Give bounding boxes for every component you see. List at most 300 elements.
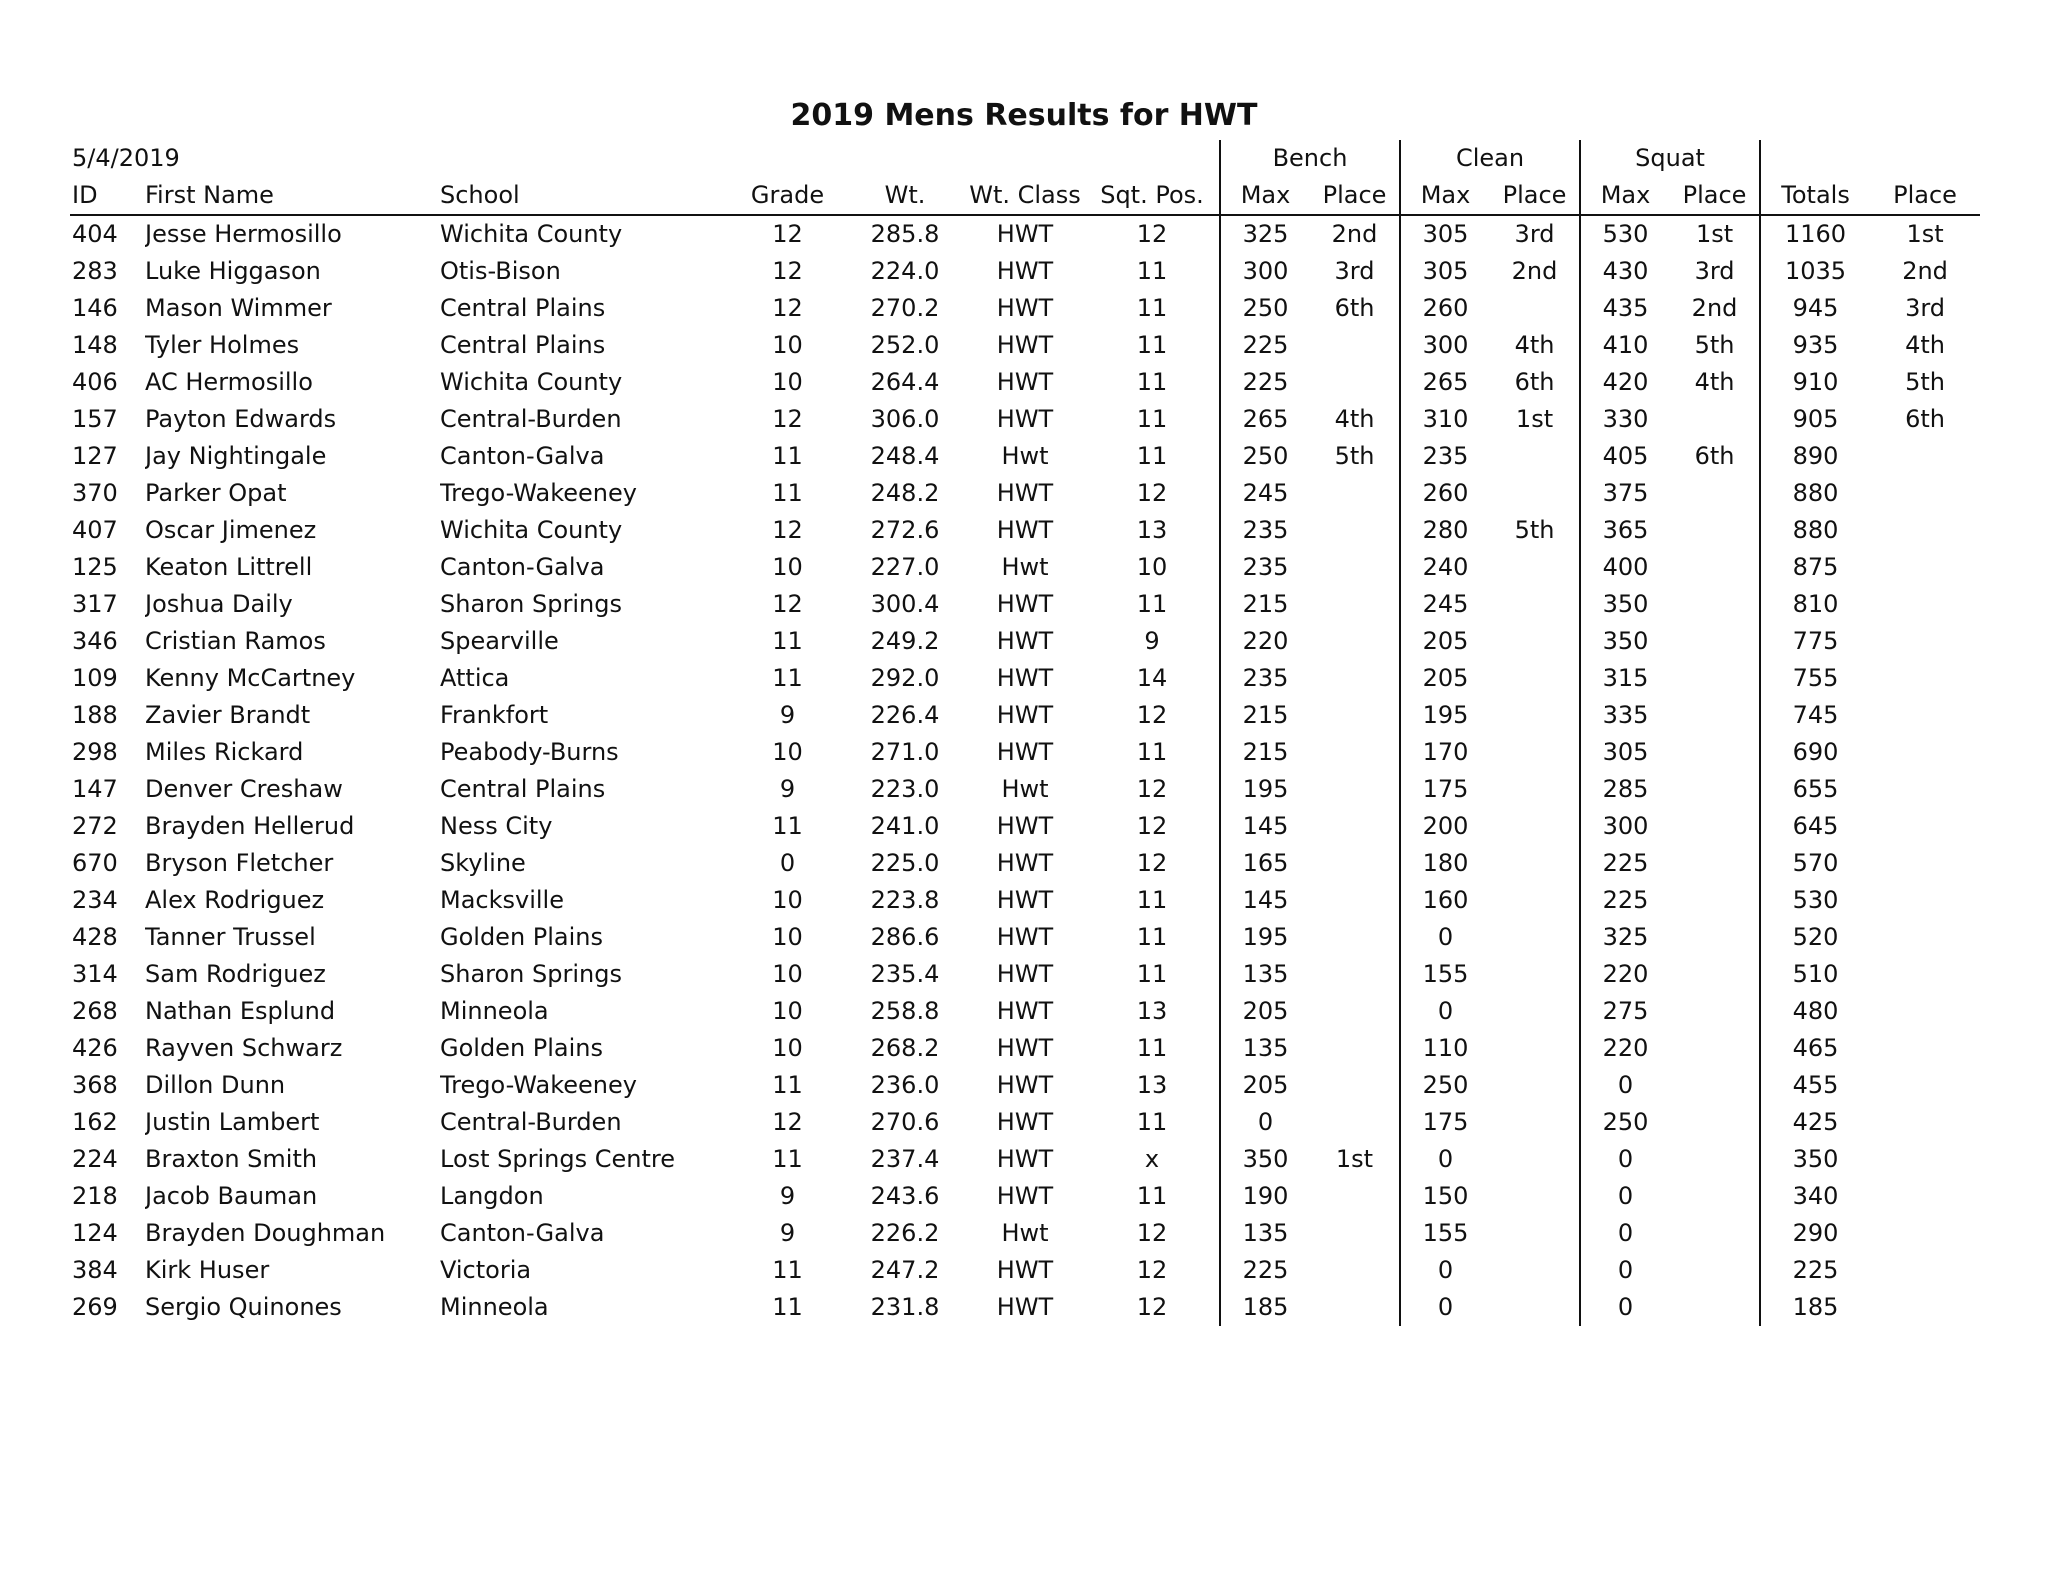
cell-grade: 11: [772, 627, 803, 655]
cell-school: Frankfort: [440, 701, 549, 729]
cell-clean-place: [1490, 845, 1580, 882]
cell-clean-place: [1490, 808, 1580, 845]
cell-wt-class: HWT: [996, 1256, 1054, 1284]
cell-clean-place: [1490, 1104, 1580, 1141]
cell-squat-max: 305: [1580, 734, 1670, 771]
cell-school: Victoria: [440, 1256, 532, 1284]
cell-sqt-pos: 11: [1136, 960, 1168, 988]
table-row: [70, 808, 1980, 845]
cell-squat-max: 220: [1580, 1030, 1670, 1067]
cell-id: 272: [72, 812, 118, 840]
cell-bench-max: 325: [1220, 215, 1310, 253]
cell-place: [1870, 808, 1980, 845]
cell-bench-place: [1310, 956, 1400, 993]
cell-first-name: Keaton Littrell: [145, 553, 313, 581]
cell-bench-place: [1310, 660, 1400, 697]
cell-wt: 241.0: [870, 812, 940, 840]
cell-clean-place: [1490, 734, 1580, 771]
cell-wt-class: HWT: [996, 331, 1054, 359]
cell-id: 188: [72, 701, 118, 729]
cell-squat-max: 335: [1580, 697, 1670, 734]
cell-clean-max: 0: [1400, 1141, 1490, 1178]
cell-totals: 655: [1760, 771, 1870, 808]
cell-clean-max: 0: [1400, 993, 1490, 1030]
cell-first-name: Mason Wimmer: [145, 294, 332, 322]
cell-place: [1870, 956, 1980, 993]
cell-wt: 248.2: [870, 479, 940, 507]
cell-id: 224: [72, 1145, 118, 1173]
cell-totals: 455: [1760, 1067, 1870, 1104]
cell-squat-place: [1670, 993, 1760, 1030]
cell-wt-class: Hwt: [1001, 442, 1049, 470]
cell-clean-place: [1490, 697, 1580, 734]
table-row: [70, 771, 1980, 808]
cell-first-name: Payton Edwards: [145, 405, 337, 433]
cell-squat-max: 350: [1580, 623, 1670, 660]
cell-clean-max: 150: [1400, 1178, 1490, 1215]
totals-group-spacer: [1760, 140, 1980, 177]
cell-place: [1870, 1289, 1980, 1326]
cell-bench-place: 6th: [1334, 294, 1375, 322]
cell-bench-max: 250: [1220, 290, 1310, 327]
cell-place: 2nd: [1902, 257, 1948, 285]
table-row: [70, 623, 1980, 660]
cell-clean-max: 155: [1400, 956, 1490, 993]
cell-wt-class: HWT: [996, 1108, 1054, 1136]
cell-bench-place: [1310, 1067, 1400, 1104]
cell-sqt-pos: 11: [1136, 442, 1168, 470]
cell-squat-place: [1670, 956, 1760, 993]
cell-wt-class: Hwt: [1001, 1219, 1049, 1247]
cell-sqt-pos: 11: [1136, 1108, 1168, 1136]
table-row: [70, 845, 1980, 882]
cell-wt: 226.2: [870, 1219, 940, 1247]
cell-grade: 12: [772, 294, 803, 322]
cell-wt-class: HWT: [996, 1293, 1054, 1321]
cell-totals: 225: [1760, 1252, 1870, 1289]
table-row: [70, 512, 1980, 549]
cell-first-name: Justin Lambert: [145, 1108, 320, 1136]
cell-squat-place: 2nd: [1691, 294, 1738, 322]
cell-id: 162: [72, 1108, 118, 1136]
cell-wt-class: HWT: [996, 294, 1054, 322]
cell-clean-place: 4th: [1514, 331, 1555, 359]
cell-first-name: Brayden Hellerud: [145, 812, 355, 840]
cell-bench-max: 215: [1220, 697, 1310, 734]
cell-wt-class: HWT: [996, 849, 1054, 877]
cell-squat-place: [1670, 475, 1760, 512]
cell-grade: 12: [772, 590, 803, 618]
cell-squat-place: [1670, 845, 1760, 882]
cell-bench-place: [1310, 1289, 1400, 1326]
cell-squat-max: 330: [1580, 401, 1670, 438]
cell-clean-place: 6th: [1514, 368, 1555, 396]
cell-clean-max: 265: [1400, 364, 1490, 401]
cell-clean-max: 155: [1400, 1215, 1490, 1252]
col-header-clean-place: Place: [1490, 177, 1580, 215]
cell-grade: 12: [772, 405, 803, 433]
cell-bench-max: 135: [1220, 1030, 1310, 1067]
cell-wt: 227.0: [870, 553, 940, 581]
cell-clean-max: 110: [1400, 1030, 1490, 1067]
cell-clean-max: 0: [1400, 1289, 1490, 1326]
cell-squat-max: 0: [1580, 1141, 1670, 1178]
cell-bench-place: [1310, 475, 1400, 512]
cell-sqt-pos: 12: [1136, 1219, 1168, 1247]
cell-totals: 905: [1760, 401, 1870, 438]
cell-clean-max: 300: [1400, 327, 1490, 364]
cell-totals: 185: [1760, 1289, 1870, 1326]
cell-squat-max: 300: [1580, 808, 1670, 845]
cell-first-name: Nathan Esplund: [145, 997, 336, 1025]
cell-squat-max: 430: [1580, 253, 1670, 290]
cell-squat-place: [1670, 660, 1760, 697]
cell-place: [1870, 1030, 1980, 1067]
cell-school: Canton-Galva: [440, 553, 605, 581]
cell-squat-max: 0: [1580, 1067, 1670, 1104]
table-row: [70, 919, 1980, 956]
cell-bench-max: 225: [1220, 364, 1310, 401]
cell-id: 283: [72, 257, 118, 285]
cell-bench-max: 235: [1220, 512, 1310, 549]
cell-squat-place: [1670, 734, 1760, 771]
cell-school: Central Plains: [440, 331, 606, 359]
cell-sqt-pos: 13: [1136, 997, 1168, 1025]
cell-sqt-pos: 12: [1136, 1293, 1168, 1321]
cell-clean-place: [1490, 660, 1580, 697]
group-header-row: [70, 140, 1980, 177]
cell-clean-max: 205: [1400, 660, 1490, 697]
cell-grade: 9: [779, 1182, 796, 1210]
cell-bench-place: [1310, 623, 1400, 660]
cell-school: Golden Plains: [440, 923, 604, 951]
cell-clean-place: [1490, 586, 1580, 623]
cell-totals: 690: [1760, 734, 1870, 771]
cell-squat-place: 5th: [1694, 331, 1735, 359]
cell-first-name: Kenny McCartney: [145, 664, 356, 692]
cell-school: Peabody-Burns: [440, 738, 619, 766]
cell-wt-class: HWT: [996, 1034, 1054, 1062]
cell-wt: 272.6: [870, 516, 940, 544]
table-row: [70, 993, 1980, 1030]
cell-bench-place: [1310, 771, 1400, 808]
cell-bench-max: 195: [1220, 919, 1310, 956]
cell-wt: 225.0: [870, 849, 940, 877]
cell-totals: 755: [1760, 660, 1870, 697]
cell-sqt-pos: 11: [1136, 590, 1168, 618]
cell-totals: 880: [1760, 512, 1870, 549]
cell-totals: 810: [1760, 586, 1870, 623]
cell-grade: 10: [772, 331, 803, 359]
table-row: [70, 1252, 1980, 1289]
cell-clean-max: 240: [1400, 549, 1490, 586]
cell-id: 148: [72, 331, 118, 359]
cell-school: Wichita County: [440, 516, 623, 544]
cell-school: Central-Burden: [440, 1108, 622, 1136]
cell-school: Spearville: [440, 627, 559, 655]
cell-clean-place: [1490, 1215, 1580, 1252]
cell-bench-max: 195: [1220, 771, 1310, 808]
cell-bench-place: 3rd: [1334, 257, 1375, 285]
report-date: 5/4/2019: [72, 144, 180, 172]
cell-wt: 258.8: [870, 997, 940, 1025]
cell-clean-max: 250: [1400, 1067, 1490, 1104]
cell-school: Wichita County: [440, 368, 623, 396]
results-body: [70, 215, 1980, 1326]
cell-first-name: Tanner Trussel: [145, 923, 316, 951]
cell-id: 127: [72, 442, 118, 470]
cell-bench-max: 185: [1220, 1289, 1310, 1326]
col-header-sqt-pos: Sqt. Pos.: [1085, 177, 1220, 215]
cell-wt-class: HWT: [996, 590, 1054, 618]
cell-id: 426: [72, 1034, 118, 1062]
col-header-wt: Wt.: [845, 177, 965, 215]
cell-totals: 510: [1760, 956, 1870, 993]
cell-grade: 11: [772, 1256, 803, 1284]
cell-squat-max: 220: [1580, 956, 1670, 993]
cell-bench-max: 135: [1220, 956, 1310, 993]
cell-wt: 236.0: [870, 1071, 940, 1099]
table-row: [70, 327, 1980, 364]
cell-id: 146: [72, 294, 118, 322]
cell-id: 406: [72, 368, 118, 396]
cell-wt-class: HWT: [996, 220, 1054, 248]
cell-clean-place: 3rd: [1514, 220, 1555, 248]
cell-place: [1870, 1104, 1980, 1141]
cell-wt-class: HWT: [996, 479, 1054, 507]
col-header-squat-max: Max: [1580, 177, 1670, 215]
cell-wt-class: HWT: [996, 257, 1054, 285]
cell-id: 125: [72, 553, 118, 581]
cell-bench-max: 205: [1220, 1067, 1310, 1104]
cell-school: Macksville: [440, 886, 564, 914]
col-header-first-name: First Name: [145, 177, 440, 215]
cell-squat-place: [1670, 623, 1760, 660]
cell-wt: 235.4: [870, 960, 940, 988]
table-row: [70, 882, 1980, 919]
cell-bench-max: 250: [1220, 438, 1310, 475]
cell-place: [1870, 623, 1980, 660]
cell-school: Otis-Bison: [440, 257, 561, 285]
cell-clean-place: [1490, 549, 1580, 586]
cell-wt: 247.2: [870, 1256, 940, 1284]
cell-grade: 10: [772, 923, 803, 951]
cell-bench-place: [1310, 919, 1400, 956]
cell-grade: 11: [772, 664, 803, 692]
cell-wt-class: HWT: [996, 1182, 1054, 1210]
cell-clean-place: [1490, 1067, 1580, 1104]
cell-sqt-pos: 11: [1136, 1182, 1168, 1210]
results-sheet: [70, 140, 1980, 1326]
column-header-row: [70, 177, 1980, 215]
cell-squat-place: 6th: [1694, 442, 1735, 470]
table-row: [70, 1141, 1980, 1178]
cell-squat-place: [1670, 808, 1760, 845]
cell-wt-class: HWT: [996, 701, 1054, 729]
cell-wt: 237.4: [870, 1145, 940, 1173]
cell-sqt-pos: 12: [1136, 849, 1168, 877]
cell-totals: 775: [1760, 623, 1870, 660]
cell-place: [1870, 919, 1980, 956]
cell-grade: 10: [772, 886, 803, 914]
cell-bench-place: [1310, 327, 1400, 364]
cell-grade: 12: [772, 516, 803, 544]
cell-squat-max: 285: [1580, 771, 1670, 808]
cell-squat-place: [1670, 1104, 1760, 1141]
cell-clean-place: [1490, 771, 1580, 808]
cell-squat-place: [1670, 1141, 1760, 1178]
cell-wt: 243.6: [870, 1182, 940, 1210]
cell-squat-place: 4th: [1694, 368, 1735, 396]
cell-wt: 286.6: [870, 923, 940, 951]
table-row: [70, 364, 1980, 401]
cell-clean-max: 170: [1400, 734, 1490, 771]
cell-place: [1870, 882, 1980, 919]
cell-totals: 645: [1760, 808, 1870, 845]
cell-squat-place: [1670, 549, 1760, 586]
cell-clean-max: 205: [1400, 623, 1490, 660]
cell-bench-max: 0: [1220, 1104, 1310, 1141]
cell-bench-max: 205: [1220, 993, 1310, 1030]
cell-first-name: Cristian Ramos: [145, 627, 326, 655]
cell-totals: 465: [1760, 1030, 1870, 1067]
cell-clean-place: [1490, 919, 1580, 956]
cell-clean-max: 310: [1400, 401, 1490, 438]
cell-place: 6th: [1905, 405, 1945, 433]
cell-id: 428: [72, 923, 118, 951]
cell-school: Trego-Wakeeney: [440, 1071, 637, 1099]
cell-wt: 223.0: [870, 775, 940, 803]
cell-squat-max: 405: [1580, 438, 1670, 475]
cell-school: Trego-Wakeeney: [440, 479, 637, 507]
cell-sqt-pos: 12: [1136, 701, 1168, 729]
table-row: [70, 438, 1980, 475]
cell-grade: 12: [772, 220, 803, 248]
cell-grade: 11: [772, 442, 803, 470]
cell-grade: 12: [772, 257, 803, 285]
cell-first-name: Rayven Schwarz: [145, 1034, 343, 1062]
cell-squat-max: 350: [1580, 586, 1670, 623]
cell-grade: 10: [772, 997, 803, 1025]
cell-id: 298: [72, 738, 118, 766]
cell-first-name: Jay Nightingale: [145, 442, 327, 470]
cell-clean-place: [1490, 1289, 1580, 1326]
cell-squat-place: [1670, 882, 1760, 919]
cell-squat-place: [1670, 1178, 1760, 1215]
cell-squat-max: 0: [1580, 1178, 1670, 1215]
cell-place: [1870, 438, 1980, 475]
cell-sqt-pos: 11: [1136, 331, 1168, 359]
cell-place: [1870, 993, 1980, 1030]
cell-bench-place: [1310, 364, 1400, 401]
cell-wt-class: HWT: [996, 516, 1054, 544]
cell-sqt-pos: 9: [1144, 627, 1160, 655]
cell-place: [1870, 1252, 1980, 1289]
cell-totals: 875: [1760, 549, 1870, 586]
cell-school: Canton-Galva: [440, 442, 605, 470]
cell-clean-max: 195: [1400, 697, 1490, 734]
cell-place: 3rd: [1905, 294, 1946, 322]
cell-clean-max: 245: [1400, 586, 1490, 623]
cell-bench-place: [1310, 1215, 1400, 1252]
table-row: [70, 290, 1980, 327]
cell-clean-max: 175: [1400, 1104, 1490, 1141]
cell-place: [1870, 771, 1980, 808]
table-row: [70, 215, 1980, 253]
cell-grade: 11: [772, 479, 803, 507]
cell-grade: 9: [779, 701, 796, 729]
cell-sqt-pos: 11: [1136, 1034, 1168, 1062]
table-row: [70, 1030, 1980, 1067]
cell-wt-class: Hwt: [1001, 553, 1049, 581]
cell-squat-place: [1670, 1067, 1760, 1104]
cell-first-name: Zavier Brandt: [145, 701, 311, 729]
cell-id: 157: [72, 405, 118, 433]
cell-wt: 268.2: [870, 1034, 940, 1062]
cell-sqt-pos: 13: [1136, 516, 1168, 544]
cell-squat-max: 0: [1580, 1215, 1670, 1252]
cell-sqt-pos: 11: [1136, 257, 1168, 285]
cell-bench-place: [1310, 808, 1400, 845]
cell-school: Skyline: [440, 849, 526, 877]
cell-place: [1870, 1067, 1980, 1104]
clean-group-header: Clean: [1400, 140, 1580, 177]
cell-clean-max: 175: [1400, 771, 1490, 808]
cell-wt: 226.4: [870, 701, 940, 729]
cell-clean-max: 200: [1400, 808, 1490, 845]
cell-place: [1870, 1215, 1980, 1252]
cell-totals: 890: [1760, 438, 1870, 475]
cell-wt-class: HWT: [996, 664, 1054, 692]
cell-bench-place: 4th: [1334, 405, 1375, 433]
cell-wt: 249.2: [870, 627, 940, 655]
cell-sqt-pos: 11: [1136, 886, 1168, 914]
table-row: [70, 401, 1980, 438]
table-row: [70, 1178, 1980, 1215]
cell-sqt-pos: x: [1144, 1145, 1160, 1173]
cell-wt: 271.0: [870, 738, 940, 766]
cell-grade: 12: [772, 1108, 803, 1136]
cell-id: 124: [72, 1219, 118, 1247]
cell-first-name: Denver Creshaw: [145, 775, 343, 803]
col-header-bench-place: Place: [1310, 177, 1400, 215]
cell-bench-max: 145: [1220, 882, 1310, 919]
cell-id: 384: [72, 1256, 118, 1284]
table-row: [70, 1289, 1980, 1326]
cell-grade: 10: [772, 738, 803, 766]
cell-squat-max: 0: [1580, 1289, 1670, 1326]
cell-wt: 270.2: [870, 294, 940, 322]
cell-sqt-pos: 12: [1136, 220, 1168, 248]
cell-place: [1870, 845, 1980, 882]
cell-bench-place: [1310, 1030, 1400, 1067]
cell-bench-max: 190: [1220, 1178, 1310, 1215]
cell-id: 670: [72, 849, 118, 877]
cell-wt-class: Hwt: [1001, 775, 1049, 803]
cell-squat-max: 365: [1580, 512, 1670, 549]
cell-bench-place: [1310, 845, 1400, 882]
table-row: [70, 549, 1980, 586]
table-row: [70, 1067, 1980, 1104]
cell-school: Wichita County: [440, 220, 623, 248]
cell-totals: 530: [1760, 882, 1870, 919]
cell-squat-place: [1670, 1252, 1760, 1289]
cell-wt-class: HWT: [996, 812, 1054, 840]
cell-sqt-pos: 14: [1136, 664, 1168, 692]
cell-id: 147: [72, 775, 118, 803]
cell-school: Minneola: [440, 1293, 549, 1321]
cell-clean-max: 235: [1400, 438, 1490, 475]
